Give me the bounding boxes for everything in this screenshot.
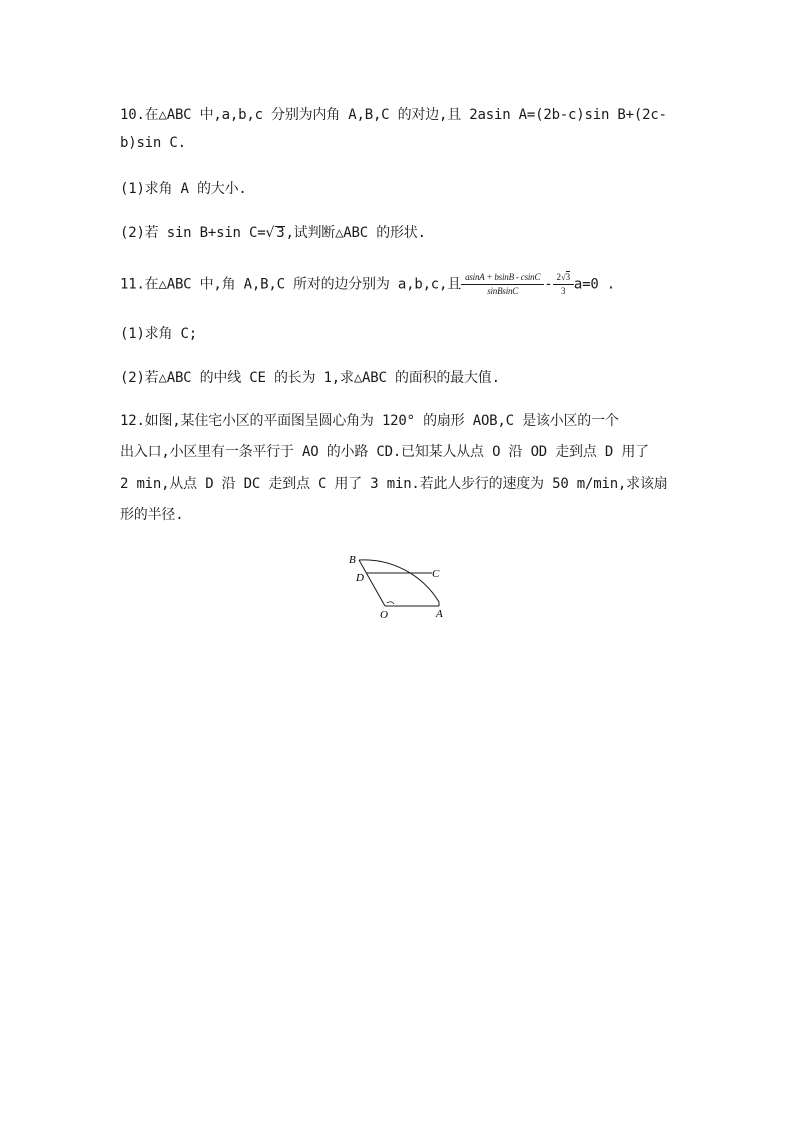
label-B: B — [349, 554, 356, 566]
sector-diagram — [340, 548, 460, 628]
fraction-1-numerator: asinA + bsinB - csinC — [461, 272, 544, 285]
problem11-suffix: a=0 . — [573, 276, 616, 293]
problem10-part1: (1)求角 A 的大小. — [120, 181, 247, 197]
problem12-line1: 12.如图,某住宅小区的平面图呈圆心角为 120° 的扇形 AOB,C 是该小区的一个 — [120, 413, 619, 429]
problem11-prefix: 11.在△ABC 中,角 A,B,C 所对的边分别为 a,b,c,且 — [120, 276, 462, 293]
problem11-part2: (2)若△ABC 的中线 CE 的长为 1,求△ABC 的面积的最大值. — [120, 370, 500, 386]
problem11-fraction-1 — [461, 272, 544, 297]
problem12-line3: 2 min,从点 D 沿 DC 走到点 C 用了 3 min.若此人步行的速度为 50 m/min,求该扇 — [120, 476, 668, 492]
problem10-part2 — [120, 222, 426, 242]
sqrt-radicand: 3 — [276, 225, 285, 241]
problem12-line2: 出入口,小区里有一条平行于 AO 的小路 CD.已知某人从点 O 沿 OD 走到点 D 用了 — [120, 444, 649, 460]
label-C: C — [432, 568, 440, 580]
problem11-part1: (1)求角 C; — [120, 326, 197, 342]
problem11-statement — [120, 272, 615, 297]
sqrt-radicand: 3 — [565, 272, 570, 282]
fraction-2-coef: 2 — [556, 272, 561, 282]
problem10-line2: b)sin C. — [120, 135, 186, 151]
fraction-1-denominator: sinBsinC — [487, 286, 519, 296]
fraction-2-denominator: 3 — [561, 286, 566, 296]
sector-figure — [340, 548, 460, 632]
sqrt-symbol: √ — [560, 272, 566, 282]
problem12-line4: 形的半径. — [120, 507, 184, 523]
problem10-part2-prefix: (2)若 sin B+sin C= — [120, 225, 266, 241]
angle-mark — [387, 602, 394, 604]
fraction-2-numerator — [553, 272, 574, 285]
sqrt-symbol: √ — [265, 225, 275, 241]
label-A: A — [436, 608, 443, 620]
problem10-line1: 10.在△ABC 中,a,b,c 分别为内角 A,B,C 的对边,且 2asin A=(2b-c)sin B+(2c- — [120, 107, 667, 123]
minus-sign: - — [544, 276, 553, 293]
label-O: O — [380, 609, 388, 621]
problem10-part2-suffix: ,试判断△ABC 的形状. — [285, 225, 426, 241]
problem11-fraction-2 — [553, 272, 574, 297]
label-D: D — [356, 572, 364, 584]
